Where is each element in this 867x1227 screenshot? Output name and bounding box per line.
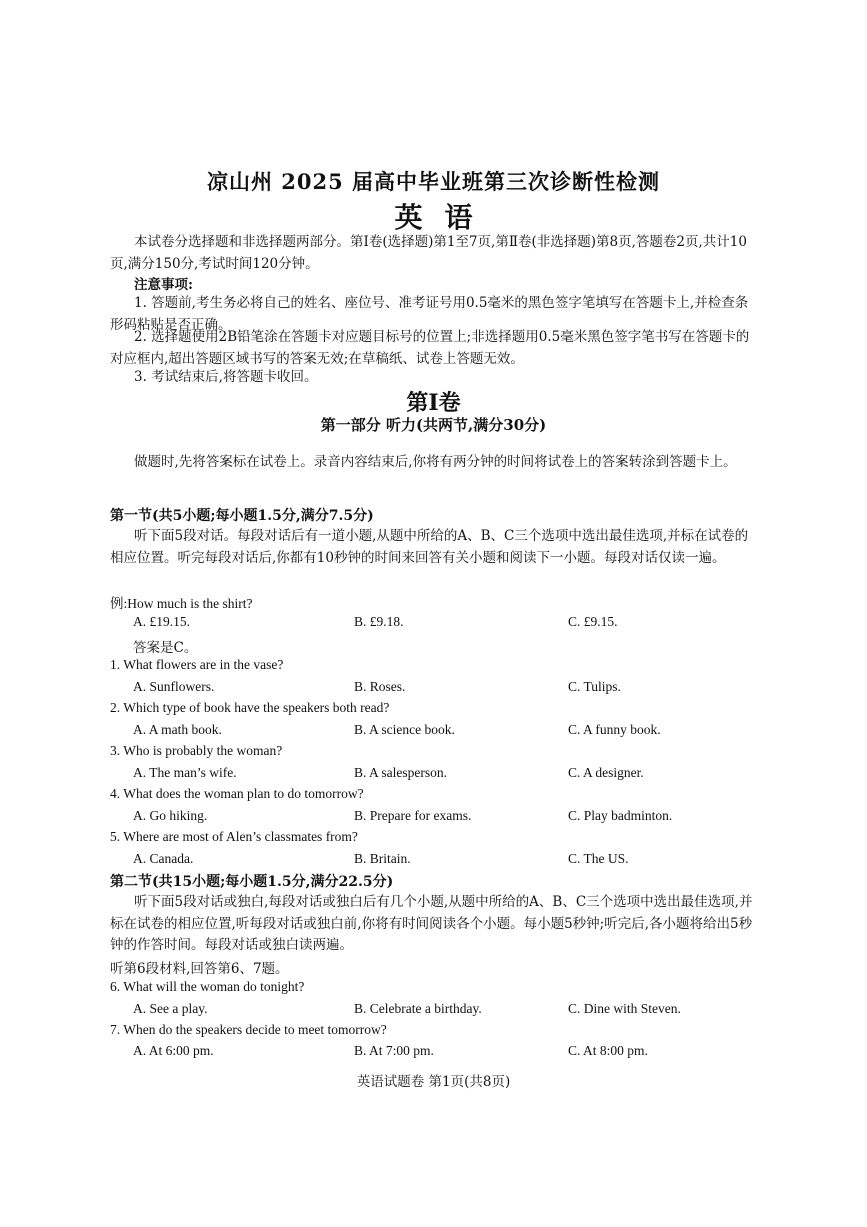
section1-heading: 第一节(共5小题;每小题1.5分,满分7.5分) (110, 508, 374, 524)
question-2: 2. Which type of book have the speakers both read? (110, 700, 390, 715)
intro-text: 本试卷分选择题和非选择题两部分。第Ⅰ卷(选择题)第1至7页,第Ⅱ卷(非选择题)第8页,答题卷2页,共计10页,满分150分,考试时间120分钟。 (110, 234, 747, 272)
section2-instructions: 听下面5段对话或独白,每段对话或独白后有几个小题,从题中所给的A、B、C三个选项中选出最佳选项,并标在试卷的相应位置,听每段对话或独白前,你将有时间阅读各个小题。每小题5秒钟;听完后,各小题将给出5秒钟的作答时间。每段对话或独白读两遍。 (110, 894, 753, 953)
question-5-option-c: C. The US. (568, 851, 629, 866)
question-3-option-b: B. A salesperson. (354, 765, 447, 780)
question-3-option-c: C. A designer. (568, 765, 644, 780)
exam-title: 凉山州 2025 届高中毕业班第三次诊断性检测 (206, 169, 661, 194)
question-4: 4. What does the woman plan to do tomorrow? (110, 786, 364, 801)
volume-title: 第Ⅰ卷 (406, 390, 461, 416)
question-5-option-b: B. Britain. (354, 851, 411, 866)
example-answer: 答案是C。 (133, 640, 198, 656)
section1-instructions: 听下面5段对话。每段对话后有一道小题,从题中所给的A、B、C三个选项中选出最佳选项,并标在试卷的相应位置。听完每段对话后,你都有10秒钟的时间来回答有关小题和阅读下一小题。每段对话仅读一遍。 (110, 528, 749, 566)
question-2-option-a: A. A math book. (133, 722, 222, 737)
question-6: 6. What will the woman do tonight? (110, 979, 305, 994)
question-4-option-b: B. Prepare for exams. (354, 808, 472, 823)
question-7-option-a: A. At 6:00 pm. (133, 1043, 214, 1058)
question-6-option-c: C. Dine with Steven. (568, 1001, 681, 1016)
example-option-b: B. £9.18. (354, 614, 404, 629)
question-1-option-b: B. Roses. (354, 679, 406, 694)
question-1: 1. What flowers are in the vase? (110, 657, 284, 672)
question-1-option-a: A. Sunflowers. (133, 679, 215, 694)
page-footer: 英语试题卷 第1页(共8页) (356, 1074, 511, 1090)
question-4-option-c: C. Play badminton. (568, 808, 673, 823)
question-2-option-c: C. A funny book. (568, 722, 661, 737)
section2-heading: 第二节(共15小题;每小题1.5分,满分22.5分) (110, 874, 394, 890)
question-7: 7. When do the speakers decide to meet tomorrow? (110, 1022, 387, 1037)
part-instructions: 做题时,先将答案标在试卷上。录音内容结束后,你将有两分钟的时间将试卷上的答案转涂到答题卡上。 (134, 454, 737, 470)
note-2: 2. 选择题使用2B铅笔涂在答题卡对应题目标号的位置上;非选择题用0.5毫米黑色签字笔书写在答题卡的对应框内,超出答题区域书写的答案无效;在草稿纸、试卷上答题无效。 (110, 329, 750, 367)
question-7-option-b: B. At 7:00 pm. (354, 1043, 434, 1058)
question-5: 5. Where are most of Alen’s classmates from? (110, 829, 358, 844)
question-7-option-c: C. At 8:00 pm. (568, 1043, 648, 1058)
note-1: 1. 答题前,考生务必将自己的姓名、座位号、准考证号用0.5毫米的黑色签字笔填写在答题卡上,并检查条形码粘贴是否正确。 (110, 295, 749, 333)
example-question: 例:How much is the shirt? (110, 596, 253, 611)
question-3: 3. Who is probably the woman? (110, 743, 283, 758)
question-6-option-a: A. See a play. (133, 1001, 208, 1016)
question-1-option-c: C. Tulips. (568, 679, 621, 694)
question-5-option-a: A. Canada. (133, 851, 194, 866)
part-title: 第一部分 听力(共两节,满分30分) (320, 416, 547, 434)
question-3-option-a: A. The man’s wife. (133, 765, 237, 780)
subject-title: 英语 (394, 201, 495, 234)
example-option-a: A. £19.15. (133, 614, 190, 629)
question-6-option-b: B. Celebrate a birthday. (354, 1001, 482, 1016)
notes-title: 注意事项: (134, 277, 193, 293)
note-3: 3. 考试结束后,将答题卡收回。 (134, 369, 318, 385)
material-6-instruction: 听第6段材料,回答第6、7题。 (110, 961, 289, 977)
example-option-c: C. £9.15. (568, 614, 618, 629)
question-4-option-a: A. Go hiking. (133, 808, 208, 823)
question-2-option-b: B. A science book. (354, 722, 455, 737)
